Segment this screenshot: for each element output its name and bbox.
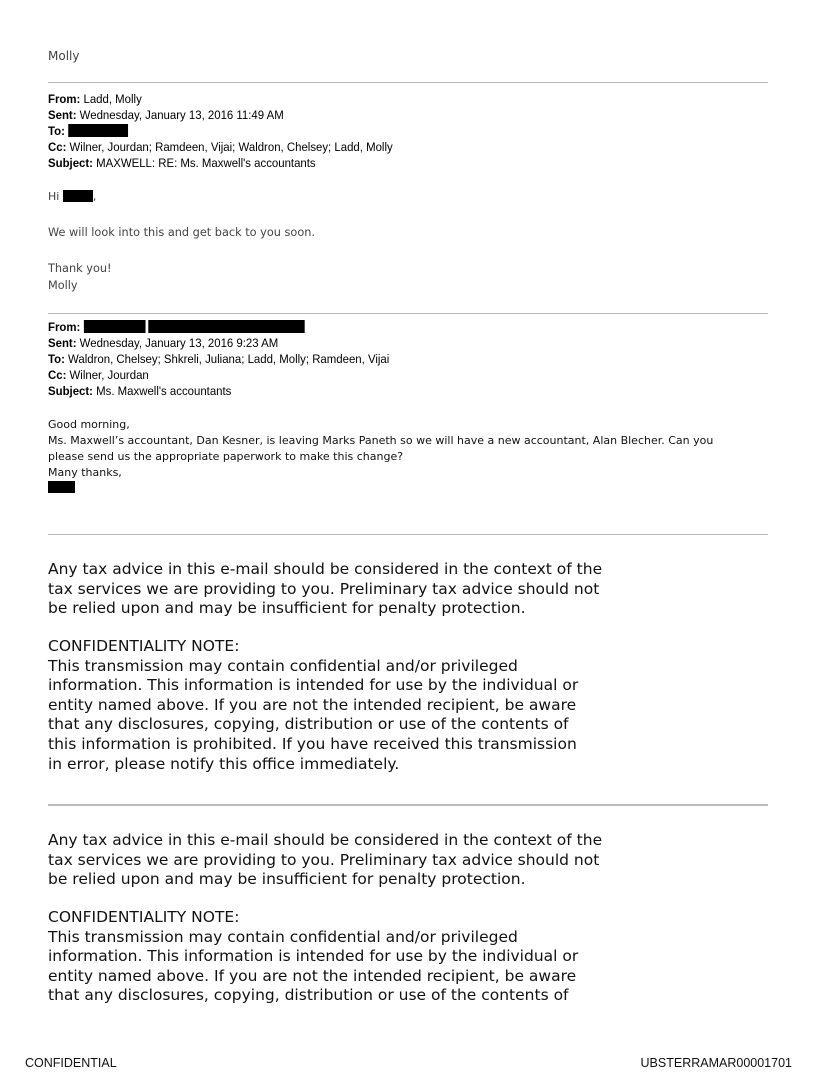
- email2-body: Good morning, Ms. Maxwell’s accountant, Dan Kesner, is leaving Marks Paneth so we will have a new accountant, Alan Blecher. Can you please send us the appropriate paperwork to make this change? Many thanks,: [48, 417, 713, 498]
- confidentiality-note: CONFIDENTIALITY NOTE: This transmission may contain confidential and/or privileged information. This information is intended for use by the individual or entity named above. If you are not the intended recipient, be aware that any disclosures, copying, distribution or use of the contents of: [48, 908, 579, 1005]
- email2-header: [48, 319, 389, 399]
- to-line: To: Waldron, Chelsey; Shkreli, Juliana; Ladd, Molly; Ramdeen, Vijai: [48, 352, 390, 366]
- cc-line: Cc: Wilner, Jourdan: [48, 368, 149, 382]
- from-line: From:: [48, 319, 389, 335]
- sent-line: Sent: Wednesday, January 13, 2016 11:49 AM: [48, 108, 284, 122]
- footer-confidential-label: CONFIDENTIAL: [25, 1056, 117, 1070]
- redaction-box: [48, 481, 75, 493]
- redaction-box: [68, 124, 128, 137]
- email1-greeting: Hi ,: [48, 190, 97, 203]
- tax-disclaimer: Any tax advice in this e-mail should be considered in the context of the tax services we are providing to you. Preliminary tax advice should not be relied upon and may be insufficient for penalty protection.: [48, 831, 603, 889]
- divider: [48, 313, 768, 314]
- redaction-box: [83, 320, 145, 333]
- redaction-box: [148, 320, 304, 333]
- email1-closing: Thank you! Molly: [48, 262, 112, 292]
- subject-line: Subject: Ms. Maxwell's accountants: [48, 384, 232, 398]
- tax-disclaimer: Any tax advice in this e-mail should be considered in the context of the tax services we are providing to you. Preliminary tax advice should not be relied upon and may be insufficient for penalty protection.: [48, 560, 603, 618]
- redaction-box: [63, 190, 93, 202]
- footer-bates-number: UBSTERRAMAR00001701: [640, 1056, 792, 1070]
- cc-line: Cc: Wilner, Jourdan; Ramdeen, Vijai; Waldron, Chelsey; Ladd, Molly: [48, 140, 393, 154]
- subject-line: Subject: MAXWELL: RE: Ms. Maxwell's accountants: [48, 156, 316, 170]
- email1-body: We will look into this and get back to you soon.: [48, 226, 315, 239]
- from-line: From: Ladd, Molly: [48, 92, 142, 106]
- divider: [48, 804, 768, 806]
- redacted-signature: [48, 481, 713, 498]
- sent-line: Sent: Wednesday, January 13, 2016 9:23 AM: [48, 336, 279, 350]
- divider: [48, 534, 768, 535]
- email1-header: [48, 91, 393, 171]
- top-signature: Molly: [48, 49, 80, 63]
- confidentiality-note: CONFIDENTIALITY NOTE: This transmission may contain confidential and/or privileged information. This information is intended for use by the individual or entity named above. If you are not the intended recipient, be aware that any disclosures, copying, distribution or use of the contents of this information is prohibited. If you have received this transmission in error, please notify this office immediately.: [48, 637, 579, 773]
- to-line: To:: [48, 123, 393, 139]
- divider: [48, 82, 768, 83]
